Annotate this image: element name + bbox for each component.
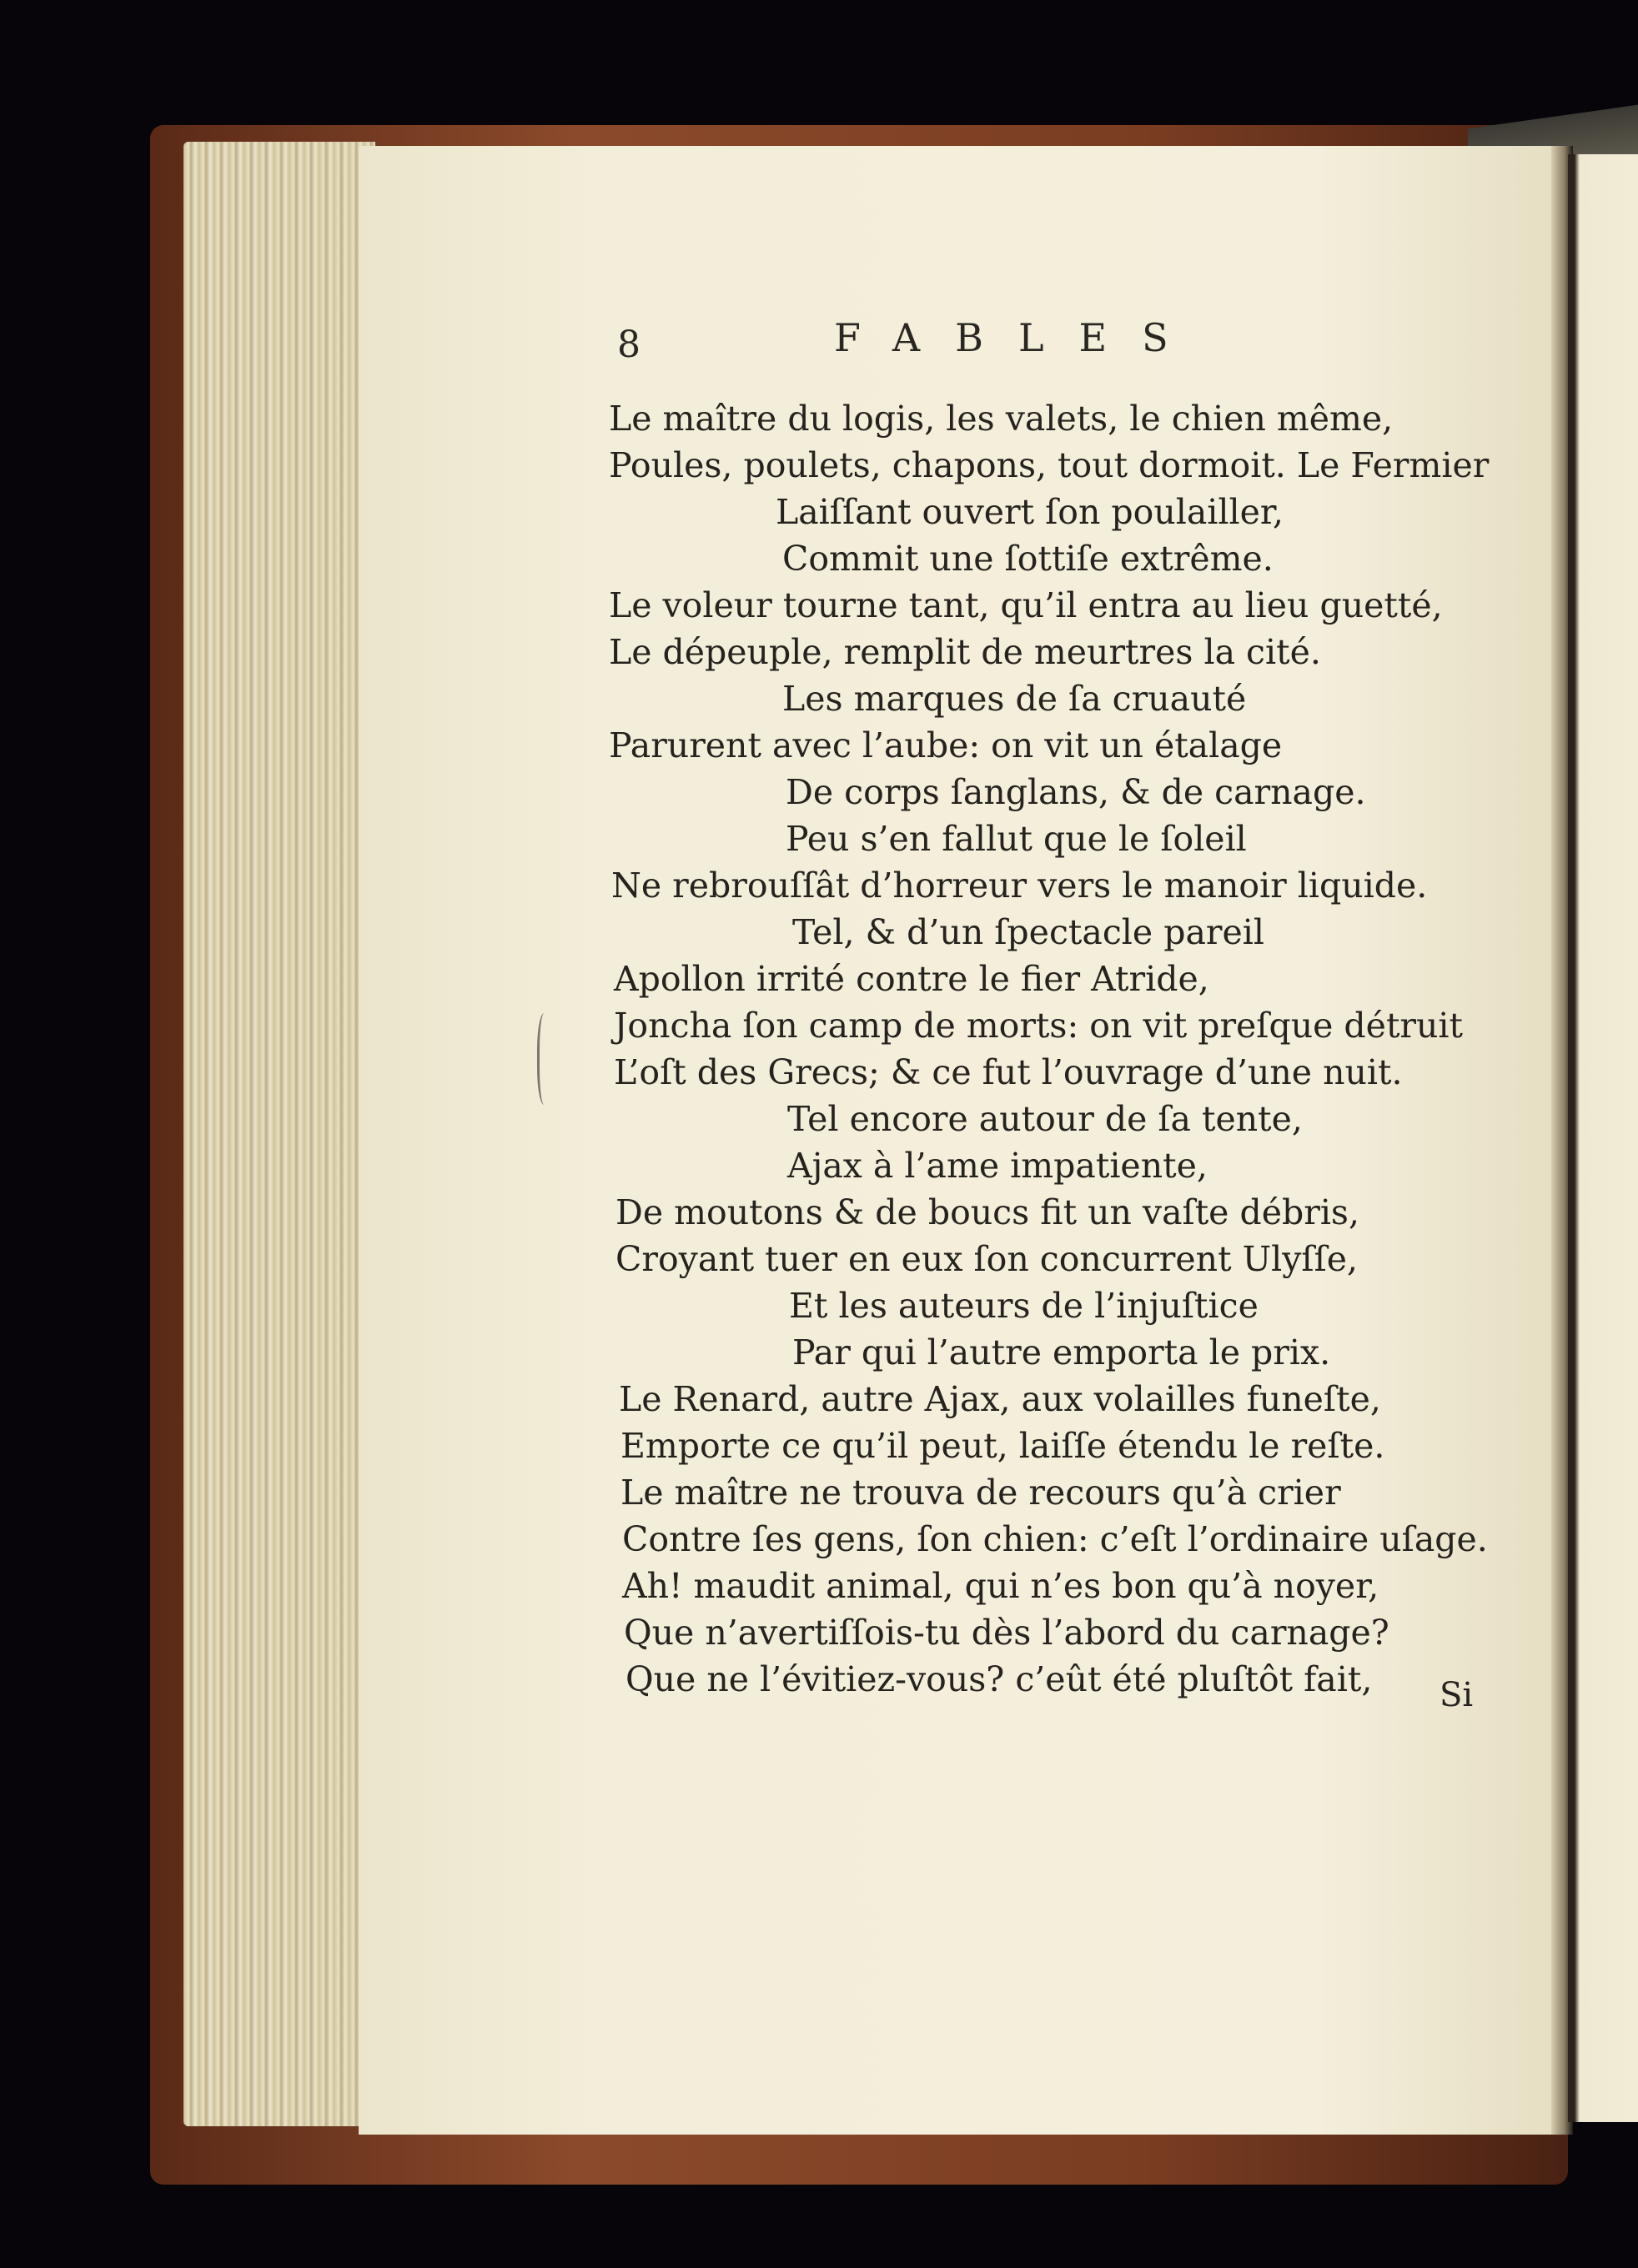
verse-line: De moutons & de boucs fit un vaſte débris,: [616, 1192, 1360, 1232]
verse-line: Commit une ſottiſe extrême.: [782, 539, 1274, 579]
running-head: FABLES: [834, 315, 1203, 360]
verse-line: Laiſſant ouvert ſon poulailler,: [776, 492, 1284, 532]
verse-line: Que n’avertiſſois-tu dès l’abord du carnage?: [624, 1613, 1389, 1653]
verse-line: Que ne l’évitiez-vous? c’eût été pluſtôt fait,: [626, 1659, 1373, 1699]
verse-line: Par qui l’autre emporta le prix.: [792, 1332, 1331, 1372]
verse-line: Contre ſes gens, ſon chien: c’eſt l’ordinaire uſage.: [622, 1519, 1488, 1559]
page-number: 8: [617, 324, 641, 366]
verse-line: Le voleur tourne tant, qu’il entra au lieu guetté,: [609, 585, 1443, 625]
verse-line: Poules, poulets, chapons, tout dormoit. Le Fermier: [609, 445, 1490, 485]
verse-line: Peu s’en fallut que le ſoleil: [786, 819, 1247, 859]
verse-line: Parurent avec l’aube: on vit un étalage: [609, 725, 1283, 765]
verse-line: Tel encore autour de ſa tente,: [787, 1099, 1303, 1139]
verse-line: L’oſt des Grecs; & ce fut l’ouvrage d’une nuit.: [614, 1052, 1403, 1092]
page-edges: [183, 142, 375, 2126]
verse-line: Le maître ne trouva de recours qu’à crier: [621, 1473, 1341, 1513]
verse-line: Ajax à l’ame impatiente,: [787, 1146, 1208, 1186]
margin-pencil-mark: [537, 1013, 555, 1105]
book-page: [359, 146, 1551, 2135]
catchword: Si: [1440, 1676, 1474, 1714]
verse-line: Croyant tuer en eux ſon concurrent Ulyſſe,: [616, 1239, 1359, 1279]
facing-page-edge: [1568, 154, 1638, 2122]
verse-line: De corps ſanglans, & de carnage.: [786, 772, 1366, 812]
verse-line: Ah! maudit animal, qui n’es bon qu’à noyer,: [622, 1566, 1379, 1606]
verse-line: Emporte ce qu’il peut, laiſſe étendu le reſte.: [621, 1426, 1385, 1466]
verse-line: Apollon irrité contre le fier Atride,: [614, 959, 1209, 999]
verse-line: Les marques de ſa cruauté: [782, 679, 1247, 719]
verse-line: Le Renard, autre Ajax, aux volailles funeſte,: [619, 1379, 1381, 1419]
verse-line: Le maître du logis, les valets, le chien même,: [609, 399, 1394, 439]
verse-line: Tel, & d’un ſpectacle pareil: [792, 912, 1264, 952]
verse-line: Et les auteurs de l’injuſtice: [789, 1286, 1259, 1326]
verse-line: Le dépeuple, remplit de meurtres la cité.: [609, 632, 1321, 672]
verse-line: Joncha ſon camp de morts: on vit preſque détruit: [614, 1006, 1464, 1046]
verse-line: Ne rebrouſſât d’horreur vers le manoir liquide.: [611, 866, 1428, 906]
